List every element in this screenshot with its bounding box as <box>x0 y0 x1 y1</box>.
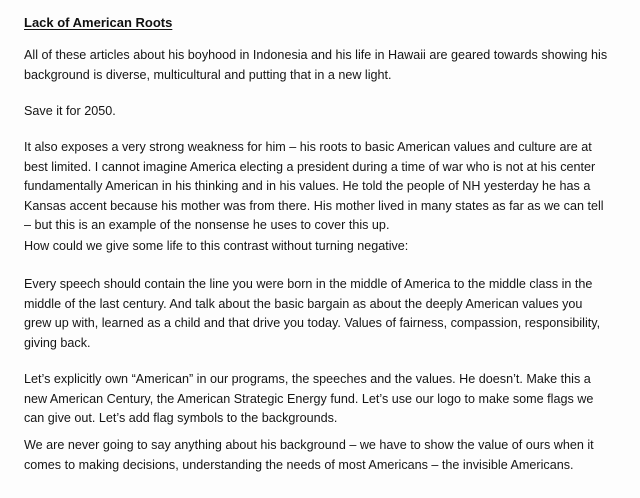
document-heading: Lack of American Roots <box>24 15 173 30</box>
paragraph-background: All of these articles about his boyhood in Indonesia and his life in Hawaii are geared towards showing his background is diverse, multicultural and putting that in a new light. <box>24 48 608 82</box>
paragraph-own-american: Let’s explicitly own “American” in our programs, the speeches and the values. He doesn’t. Make this a new American Century, the American Strategic Energy fund. Let’s use our logo to make some flags we can give out. Let’s add flag symbols to the backgrounds. <box>24 372 594 425</box>
paragraph-weakness: It also exposes a very strong weakness for him – his roots to basic American values and culture are at best limited. I cannot imagine America electing a president during a time of war who is not at his center fundamentally American in his thinking and in his values. He told the people of NH yesterday he has a Kansas accent because his mother was from there. His mother lived in many states as far as we can tell – but this is an example of the nonsense he uses to cover this up. <box>24 140 604 232</box>
paragraph-never-background: We are never going to say anything about his background – we have to show the value of ours when it comes to making decisions, understanding the needs of most Americans – the invisible Americans. <box>24 438 594 472</box>
paragraph-contrast-question: How could we give some life to this contrast without turning negative: <box>24 239 409 253</box>
paragraph-save-it: Save it for 2050. <box>24 104 116 118</box>
paragraph-speech-line: Every speech should contain the line you were born in the middle of America to the middle class in the middle of the last century. And talk about the basic bargain as about the deeply American values you grew up with, learned as a child and that drive you today. Values of fairness, compassion, responsibility, giving back. <box>24 277 601 350</box>
